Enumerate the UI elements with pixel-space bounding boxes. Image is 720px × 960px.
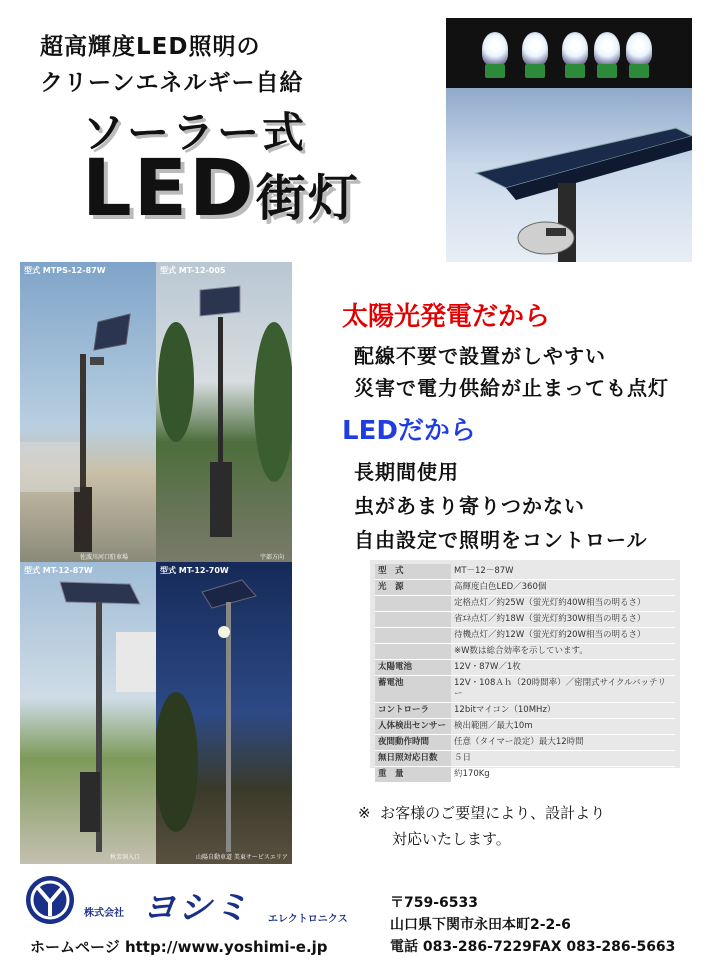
spec-key: コントローラ	[375, 703, 451, 719]
led-item-2: 虫があまり寄りつかない	[354, 494, 585, 518]
led-heading: LEDだから	[342, 416, 476, 446]
led-bulb-base	[525, 64, 545, 78]
hero-photo	[446, 18, 692, 262]
fax-number: FAX 083-286-5663	[531, 939, 676, 955]
photo-2-scene	[156, 262, 292, 562]
table-row	[375, 564, 675, 580]
spec-key: 夜間動作時間	[375, 735, 451, 751]
phone-number: 電話 083-286-7229	[390, 939, 532, 955]
led-bulb-icon	[522, 32, 548, 66]
spec-value: 12bitマイコン（10MHz）	[451, 703, 675, 719]
spec-table	[370, 560, 680, 779]
spec-key	[375, 644, 451, 660]
led-bulb-base	[629, 64, 649, 78]
spec-value: 定格点灯／約25W（蛍光灯約40W相当の明るさ）	[451, 596, 675, 612]
photo-4-caption: 山陽自動車道 美東サービスエリア	[196, 854, 288, 861]
photo-3-scene	[20, 562, 156, 864]
table-row	[375, 751, 675, 767]
spec-value: 省ｴﾈ点灯／約18W（蛍光灯約30W相当の明るさ）	[451, 612, 675, 628]
homepage	[30, 936, 328, 957]
table-row	[375, 676, 675, 703]
photo-3	[20, 562, 156, 864]
postal-code: 〒759-6533	[390, 895, 478, 911]
table-row	[375, 735, 675, 751]
spec-value: 検出範囲／最大10m	[451, 719, 675, 735]
table-row	[375, 703, 675, 719]
spec-value: ※W数は総合効率を示しています。	[451, 644, 675, 660]
spec-key: 光 源	[375, 580, 451, 596]
note-line2: 対応いたします。	[392, 830, 511, 848]
company-sub: エレクトロニクス	[268, 914, 348, 925]
spec-value: 約170Kg	[451, 767, 675, 783]
solar-heading: 太陽光発電だから	[342, 302, 551, 332]
spec-key: 重 量	[375, 767, 451, 783]
table-row	[375, 767, 675, 783]
led-bulb-base	[597, 64, 617, 78]
photo-4-model: 型式 MT-12-70W	[160, 566, 229, 575]
photo-3-model: 型式 MT-12-87W	[24, 566, 93, 575]
led-bulb-base	[485, 64, 505, 78]
spec-value: 待機点灯／約12W（蛍光灯約20W相当の明るさ）	[451, 628, 675, 644]
address: 山口県下関市永田本町2-2-6	[390, 917, 571, 933]
solar-item-2: 災害で電力供給が止まっても点灯	[354, 376, 669, 400]
led-bulb-icon	[594, 32, 620, 66]
led-bulb-icon	[562, 32, 588, 66]
note-mark: ※	[358, 804, 371, 822]
contact-numbers	[390, 936, 675, 956]
spec-value: 12V・108Ａｈ（20時間率）／密閉式サイクルバッテリー	[451, 676, 675, 703]
photo-4-scene	[156, 562, 292, 864]
photo-1-scene	[20, 262, 156, 562]
solar-item-1: 配線不要で設置がしやすい	[354, 344, 606, 368]
photo-1-model: 型式 MTPS-12-87W	[24, 266, 106, 275]
installation-photos	[20, 262, 292, 864]
spec-key	[375, 596, 451, 612]
led-bulb-icon	[626, 32, 652, 66]
table-row	[375, 612, 675, 628]
led-bulb-icon	[482, 32, 508, 66]
headline-led-streetlight	[82, 144, 360, 234]
solar-lamp-illustration	[446, 88, 692, 262]
photo-4	[156, 562, 292, 864]
spec-key	[375, 628, 451, 644]
homepage-label: ホームページ	[30, 938, 120, 956]
photo-2	[156, 262, 292, 562]
led-item-1: 長期間使用	[354, 460, 459, 484]
spec-key: 型 式	[375, 564, 451, 580]
company-prefix: 株式会社	[84, 908, 124, 919]
led-bulb-base	[565, 64, 585, 78]
headline-gaito: 街灯	[255, 169, 360, 227]
spec-value: ５日	[451, 751, 675, 767]
photo-1-caption: 佐波川河口駐車場	[80, 554, 129, 561]
table-row	[375, 719, 675, 735]
company-name: ヨシミ	[142, 888, 250, 928]
table-row	[375, 660, 675, 676]
spec-key: 太陽電池	[375, 660, 451, 676]
spec-value: 高輝度白色LED／360個	[451, 580, 675, 596]
photo-1	[20, 262, 156, 562]
spec-key	[375, 612, 451, 628]
headline-line1: 超高輝度LED照明の	[40, 34, 261, 60]
homepage-url[interactable]: http://www.yoshimi-e.jp	[124, 938, 328, 956]
headline-led: LED	[82, 144, 256, 234]
note-line1: お客様のご要望により、設計より	[380, 804, 606, 822]
table-row	[375, 644, 675, 660]
led-item-3: 自由設定で照明をコントロール	[354, 528, 648, 552]
spec-table-grid	[375, 564, 675, 783]
spec-key: 人体検出センサー	[375, 719, 451, 735]
headline-line2: クリーンエネルギー自給	[40, 70, 304, 96]
spec-value: 任意（タイマー設定）最大12時間	[451, 735, 675, 751]
table-row	[375, 580, 675, 596]
company-logo-icon	[26, 876, 74, 924]
logo-mark	[26, 876, 74, 924]
spec-key: 無日照対応日数	[375, 751, 451, 767]
spec-value: 12V・87W／1枚	[451, 660, 675, 676]
photo-3-caption: 秋芳洞入口	[110, 854, 141, 861]
photo-2-caption: 宇部方向	[260, 554, 285, 561]
table-row	[375, 596, 675, 612]
table-row	[375, 628, 675, 644]
spec-key: 蓄電池	[375, 676, 451, 703]
photo-2-model: 型式 MT-12-005	[160, 266, 226, 275]
spec-value: MT－12－87W	[451, 564, 675, 580]
custom-order-note	[358, 800, 605, 852]
headline-solar: ソーラー式	[82, 108, 308, 157]
led-bulbs-strip	[446, 18, 692, 88]
